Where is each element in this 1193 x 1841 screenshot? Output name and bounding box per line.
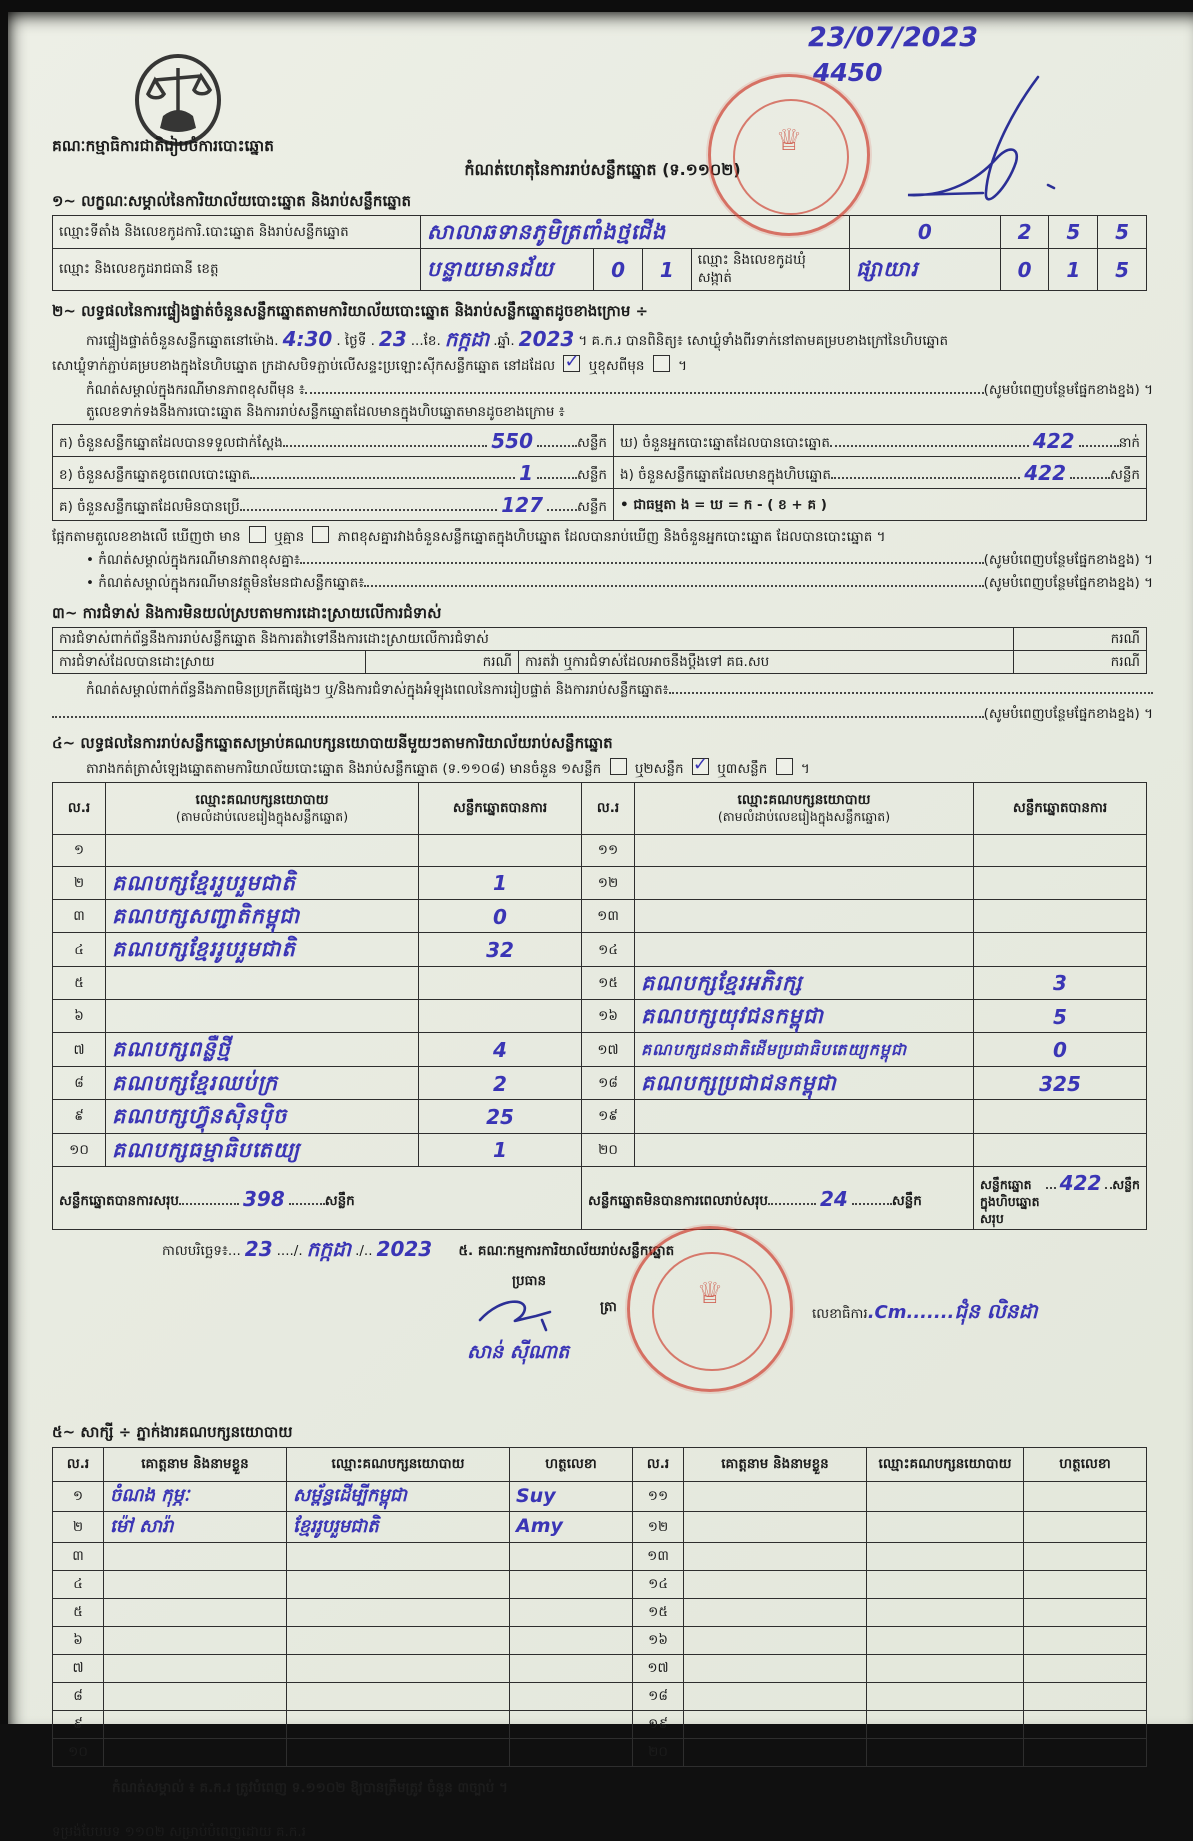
unused-ballots-value: 127 — [501, 493, 543, 518]
party-row: ៨ គណបក្សខ្មែរឈប់ក្រ 2 ១៨ គណបក្សប្រជាជនកម្ពុជា 325 — [53, 1066, 1147, 1099]
party-row: ៤ គណបក្សខ្មែររូបរួមជាតិ 32 ១៤ — [53, 933, 1147, 966]
witness-row: ១ ចំណង កុម្ភៈ សម្ព័ន្ធដើម្បីកម្ពុជា Suy ១១ — [53, 1481, 1147, 1512]
formula-note: • ជាធម្មតា ង = ឃ = ក - ( ខ + គ ) — [614, 489, 1147, 521]
form-id: ទម្រង់បែបបទ ១១០២ សម្រាប់បំពេញដោយ គ.ក.រ — [52, 1824, 306, 1841]
seal-label: ត្រា — [600, 1299, 617, 1316]
unused-ballots-row: គ) ចំនួនសន្លឹកឆ្នោតដែលមិនបានប្រើ 127 សន្លឹក — [59, 493, 607, 518]
verify-day-value: 23 — [378, 326, 407, 351]
spoiled-ballots-row: ខ) ចំនួនសន្លឹកឆ្នោតខូចពេលបោះឆ្នោត 1 សន្លឹក — [59, 461, 607, 486]
nec-logo-icon — [133, 54, 223, 146]
checkbox-seal-changed — [653, 355, 670, 372]
station-code-4: 5 — [1098, 215, 1147, 248]
discrepancy-line: ផ្អែកតាមតួលេខខាងលើ ឃើញថា មាន ឬគ្មាន ភាពខុសគ្នារវាងចំនួនសន្លឹកឆ្នោតក្នុងហិបឆ្នោត ដែលបានរាប់ឃើញ និងចំនួនអ្នកបោះឆ្នោត ដែលបានបោះឆ្នោត ។ — [52, 526, 1153, 546]
verify-month-value: កក្កដា — [444, 326, 490, 351]
handwritten-date: 23/07/2023 4450 — [808, 22, 979, 88]
commune-code-3: 5 — [1098, 249, 1147, 290]
section1-table — [52, 215, 1147, 291]
section4-heading: ៤~ លទ្ធផលនៃការរាប់សន្លឹកឆ្នោតសម្រាប់គណបក្សនយោបាយនីមួយៗតាមការិយាល័យរាប់សន្លឹកឆ្នោត — [52, 734, 613, 753]
nec-round-seal — [708, 74, 870, 236]
approval-signature — [888, 67, 1078, 217]
checkbox-one-sheet — [610, 758, 627, 775]
seal-status-line: សោឃ្លុំទាក់ភ្ជាប់គម្របខាងក្នុងនៃហិបឆ្នោត ក្រដាសបិទភ្ជាប់លើសន្ទះប្រឡោះសុីកសន្លឹកឆ្នោត នៅដដែល ✓ ឬខុសពីមុន ។ — [52, 355, 1153, 375]
chairman-name: សាន់ ស៊ីណាត — [467, 1341, 570, 1364]
witness-table — [52, 1447, 1147, 1767]
col-no-right: ល.រ — [582, 782, 635, 834]
ballot-figures-table — [52, 424, 1147, 521]
checkbox-no-discrepancy — [312, 526, 329, 543]
section5-heading: ៥~ សាក្សី ÷ ភ្នាក់ងារគណបក្សនយោបាយ — [52, 1423, 293, 1442]
chairman-label: ប្រធាន — [512, 1273, 547, 1290]
total-box-cell: សន្លឹកឆ្នោតក្នុងហិបឆ្នោតសរុប 422 សន្លឹក — [974, 1166, 1147, 1230]
col-party-right: ឈ្មោះគណបក្សនយោបាយ (តាមលំដាប់លេខរៀងក្នុងសន្លឹកឆ្នោត) — [635, 782, 974, 834]
wit-col-sig-right: ហត្ថលេខា — [1024, 1447, 1147, 1481]
objection-row-label: ការជំទាស់ពាក់ព័ន្ធនឹងការរាប់សន្លឹកឆ្នោត និងការតវ៉ាទៅនឹងការដោះស្រាយលើការជំទាស់ — [53, 627, 1014, 650]
spoiled-ballots-value: 1 — [519, 461, 533, 486]
witness-row: ២ ម៉ៅ សារ៉ា ខ្មែររូបរួមជាតិ Amy ១២ — [53, 1512, 1147, 1543]
count-date-month: កក្កដា — [306, 1237, 352, 1262]
commune-code-2: 1 — [1049, 249, 1098, 290]
total-valid-cell: សន្លឹកឆ្នោតបានការសរុប 398 សន្លឹក — [53, 1166, 582, 1230]
secretary-initial: .Cm....... — [867, 1302, 955, 1324]
received-ballots-row: ក) ចំនួនសន្លឹកឆ្នោតដែលបានទទួលជាក់ស្តែង 550 សន្លឹក — [59, 429, 607, 454]
checkbox-seal-unchanged — [563, 355, 580, 372]
figures-intro-line: តួលេខទាក់ទងនឹងការបោះឆ្នោត និងការរាប់សន្លឹកឆ្នោតដែលមានក្នុងហិបឆ្នោតមានដូចខាងក្រោម ៖ — [86, 404, 565, 421]
commune-code-1: 0 — [1000, 249, 1049, 290]
province-code-1: 0 — [594, 249, 643, 290]
checkbox-three-sheets — [776, 758, 793, 775]
seal-remark-line: កំណត់សម្គាល់ក្នុងករណីមានភាពខុសពីមុន ៖ (សូមបំពេញបន្ថែមផ្នែកខាងខ្នង) ។ — [86, 379, 1153, 399]
objection-case-unit: ករណី — [1014, 627, 1147, 650]
verify-time-value: 4:30 — [282, 326, 333, 351]
seal-emblem-icon: ♕ — [775, 122, 803, 158]
wit-col-no-left: ល.រ — [53, 1447, 104, 1481]
paper-sheet — [8, 12, 1193, 1841]
discrepancy-remark-line: • កំណត់សម្គាល់ក្នុងករណីមានភាពខុសគ្នា៖ (សូមបំពេញបន្ថែមផ្នែកខាងខ្នង) ។ — [86, 549, 1153, 569]
commune-name-value: ផ្សាយារ — [850, 249, 1001, 290]
witness-row: ៩ ១៩ — [53, 1711, 1147, 1739]
verification-time-line: ការផ្ទៀងផ្ទាត់ចំនួនសន្លឹកឆ្នោតនៅម៉ោង. 4:30 . ថ្ងៃទី . 23 ...ខែ. កក្កដា .ឆ្នាំ. 2023 ។ គ.ក.រ បានពិនិត្យ៖ សោឃ្លុំទាំងពីរទាក់នៅតាមគម្របខាងក្រៅនៃហិបឆ្នោត — [86, 326, 949, 351]
ballots-in-box-row: ង) ចំនួនសន្លឹកឆ្នោតដែលមានក្នុងហិបឆ្នោត 422 សន្លឹក — [620, 461, 1140, 486]
page-title: កំណត់ហេតុនៃការរាប់សន្លឹកឆ្នោត (ទ.១១០២) — [464, 159, 741, 179]
appeal-label: ការតវ៉ា ឬការជំទាស់ដែលអាចនឹងប្តឹងទៅ គធ.សប — [519, 651, 1014, 674]
total-invalid-value: 24 — [819, 1186, 848, 1211]
commune-label: ឈ្មោះ និងលេខកូដឃុំ សង្កាត់ — [691, 249, 849, 290]
count-date-day: 23 — [244, 1237, 273, 1262]
party-row: ៣ គណបក្សសញ្ជាតិកម្ពុជា 0 ១៣ — [53, 900, 1147, 933]
party-row: ៩ គណបក្សហ៊្វុនស៊ិនប៉ិច 25 ១៩ — [53, 1100, 1147, 1133]
seal-emblem-icon: ♕ — [696, 1276, 724, 1312]
section3-heading: ៣~ ការជំទាស់ និងការមិនយល់ស្របតាមការដោះស្រាយលើការជំទាស់ — [52, 603, 442, 622]
col-votes-right: សន្លឹកឆ្នោតបានការ — [974, 782, 1147, 834]
resolved-objection-label: ការជំទាស់ដែលបានដោះស្រាយ — [53, 651, 366, 674]
province-label: ឈ្មោះ និងលេខកូដរាជធានី ខេត្ត — [53, 249, 421, 290]
witness-row: ១០ ២០ — [53, 1739, 1147, 1767]
received-ballots-value: 550 — [491, 429, 533, 454]
party-row: ៧ គណបក្សពន្លឺថ្មី 4 ១៧ គណបក្សជនជាតិដើមប្រជាធិបតេយ្យកម្ពុជា 0 — [53, 1033, 1147, 1066]
party-results-table — [52, 782, 1147, 1231]
verify-year-value: 2023 — [518, 326, 575, 351]
non-ballot-remark-line: • កំណត់សម្គាល់ក្នុងករណីមានវត្ថុមិនមែនជាសន្លឹកឆ្នោត៖ (សូមបំពេញបន្ថែមផ្នែកខាងខ្នង) ។ — [86, 573, 1153, 593]
witness-row: ៧ ១៧ — [53, 1655, 1147, 1683]
province-code-2: 1 — [642, 249, 691, 290]
section1-heading: ១~ លក្ខណៈសម្គាល់នៃការិយាល័យបោះឆ្នោត និងរាប់សន្លឹកឆ្នោត — [52, 191, 412, 210]
chairman-signature — [472, 1290, 592, 1346]
resolved-case-unit: ករណី — [366, 651, 519, 674]
witness-row: ៨ ១៨ — [53, 1683, 1147, 1711]
committee-label: ៥. គណៈកម្មការការិយាល័យរាប់សន្លឹកឆ្នោត — [458, 1243, 675, 1260]
station-name-value: សាលាឆទានភូមិត្រពាំងថ្មជើង — [420, 215, 849, 248]
station-code-3: 5 — [1049, 215, 1098, 248]
col-party-left: ឈ្មោះគណបក្សនយោបាយ (តាមលំដាប់លេខរៀងក្នុងសន្លឹកឆ្នោត) — [106, 782, 419, 834]
checkbox-two-sheets — [692, 758, 709, 775]
irregularity-remark-line1: កំណត់សម្គាល់ពាក់ព័ន្ធនឹងភាពមិនប្រក្រតីផ្សេងៗ ឬ/និងការជំទាស់ក្នុងអំឡុងពេលនៃការរៀបផ្ទាត់ និងការរាប់សន្លឹកឆ្នោត៖ — [86, 679, 1153, 699]
irregularity-remark-line2: (សូមបំពេញបន្ថែមផ្នែកខាងខ្នង) ។ — [52, 703, 1153, 723]
party-row: ១០ គណបក្សធម្មាធិបតេយ្យ 1 ២០ — [53, 1133, 1147, 1166]
station-label: ឈ្មោះទីតាំង និងលេខកូដការិ.បោះឆ្នោត និងរាប់សន្លឹកឆ្នោត — [53, 215, 421, 248]
committee-round-seal — [627, 1226, 793, 1392]
col-votes-left: សន្លឹកឆ្នោតបានការ — [419, 782, 582, 834]
witness-row: ៦ ១៦ — [53, 1627, 1147, 1655]
total-box-value: 422 — [1059, 1170, 1102, 1195]
witness-row: ៤ ១៤ — [53, 1571, 1147, 1599]
station-code-2: 2 — [1000, 215, 1049, 248]
secretary-name: ជុំន លិនដា — [954, 1299, 1038, 1324]
section2-heading: ២~ លទ្ធផលនៃការផ្ទៀងផ្ទាត់ចំនួនសន្លឹកឆ្នោតតាមការិយាល័យបោះឆ្នោត និងរាប់សន្លឹកឆ្នោតដូចខាងក្រោម ÷ — [52, 301, 649, 320]
party-row: ២ គណបក្សខ្មែររួបរួមជាតិ 1 ១២ — [53, 866, 1147, 899]
secretary-line: លេខាធិការ.Cm.......ជុំន លិនដា — [812, 1299, 1038, 1324]
total-valid-value: 398 — [242, 1186, 285, 1211]
checkbox-has-discrepancy — [249, 526, 266, 543]
tally-sheets-line: តារាងកត់ត្រាសំឡេងឆ្នោតតាមការិយាល័យបោះឆ្នោត និងរាប់សន្លឹកឆ្នោត (ទ.១១០៨) មានចំនួន ១សន្លឹក ឬ២សន្លឹក ✓ ឬ៣សន្លឹក ។ — [86, 758, 1153, 778]
count-date-line: កាលបរិច្ឆេទ៖... 23 ..../. កក្កដា ./.. 2023 ៥. គណៈកម្មការការិយាល័យរាប់សន្លឹកឆ្នោត — [162, 1237, 675, 1262]
voters-voted-value: 422 — [1032, 429, 1075, 454]
wit-col-party-left: ឈ្មោះគណបក្សនយោបាយ — [287, 1447, 510, 1481]
footer-note: កំណត់សម្គាល់ ៖ គ.ក.រ ត្រូវបំពេញ ទ.១១០២ ឱ្យបានត្រឹមត្រូវ ចំនួន ៣ច្បាប់ ។ — [112, 1780, 508, 1797]
count-date-year: 2023 — [376, 1237, 433, 1262]
wit-col-name-left: គោត្តនាម និងនាមខ្លួន — [104, 1447, 287, 1481]
wit-col-no-right: ល.រ — [633, 1447, 684, 1481]
station-code-1: 0 — [850, 215, 1001, 248]
total-invalid-cell: សន្លឹកឆ្នោតមិនបានការពេលរាប់សរុប 24 សន្លឹក — [582, 1166, 974, 1230]
objections-table — [52, 627, 1147, 674]
party-row: ១ ១១ — [53, 834, 1147, 866]
org-name: គណៈកម្មាធិការជាតិរៀបចំការបោះឆ្នោត — [52, 137, 275, 155]
col-no-left: ល.រ — [53, 782, 106, 834]
party-row: ៦ ១៦ គណបក្សយុវជនកម្ពុជា 5 — [53, 1000, 1147, 1033]
party-row: ៥ ១៥ គណបក្សខ្មែរអភិរក្ស 3 — [53, 966, 1147, 999]
wit-col-sig-left: ហត្ថលេខា — [510, 1447, 633, 1481]
appeal-case-unit: ករណី — [1014, 651, 1147, 674]
voters-voted-row: ឃ) ចំនួនអ្នកបោះឆ្នោតដែលបានបោះឆ្នោត 422 នាក់ — [620, 429, 1140, 454]
witness-row: ៣ ១៣ — [53, 1543, 1147, 1571]
ballots-in-box-value: 422 — [1024, 461, 1066, 486]
province-name-value: បន្ទាយមានជ័យ — [420, 249, 593, 290]
witness-row: ៥ ១៥ — [53, 1599, 1147, 1627]
wit-col-name-right: គោត្តនាម និងនាមខ្លួន — [684, 1447, 867, 1481]
signature-block — [52, 1262, 1153, 1412]
wit-col-party-right: ឈ្មោះគណបក្សនយោបាយ — [867, 1447, 1024, 1481]
handwritten-number: 4450 — [813, 58, 883, 88]
